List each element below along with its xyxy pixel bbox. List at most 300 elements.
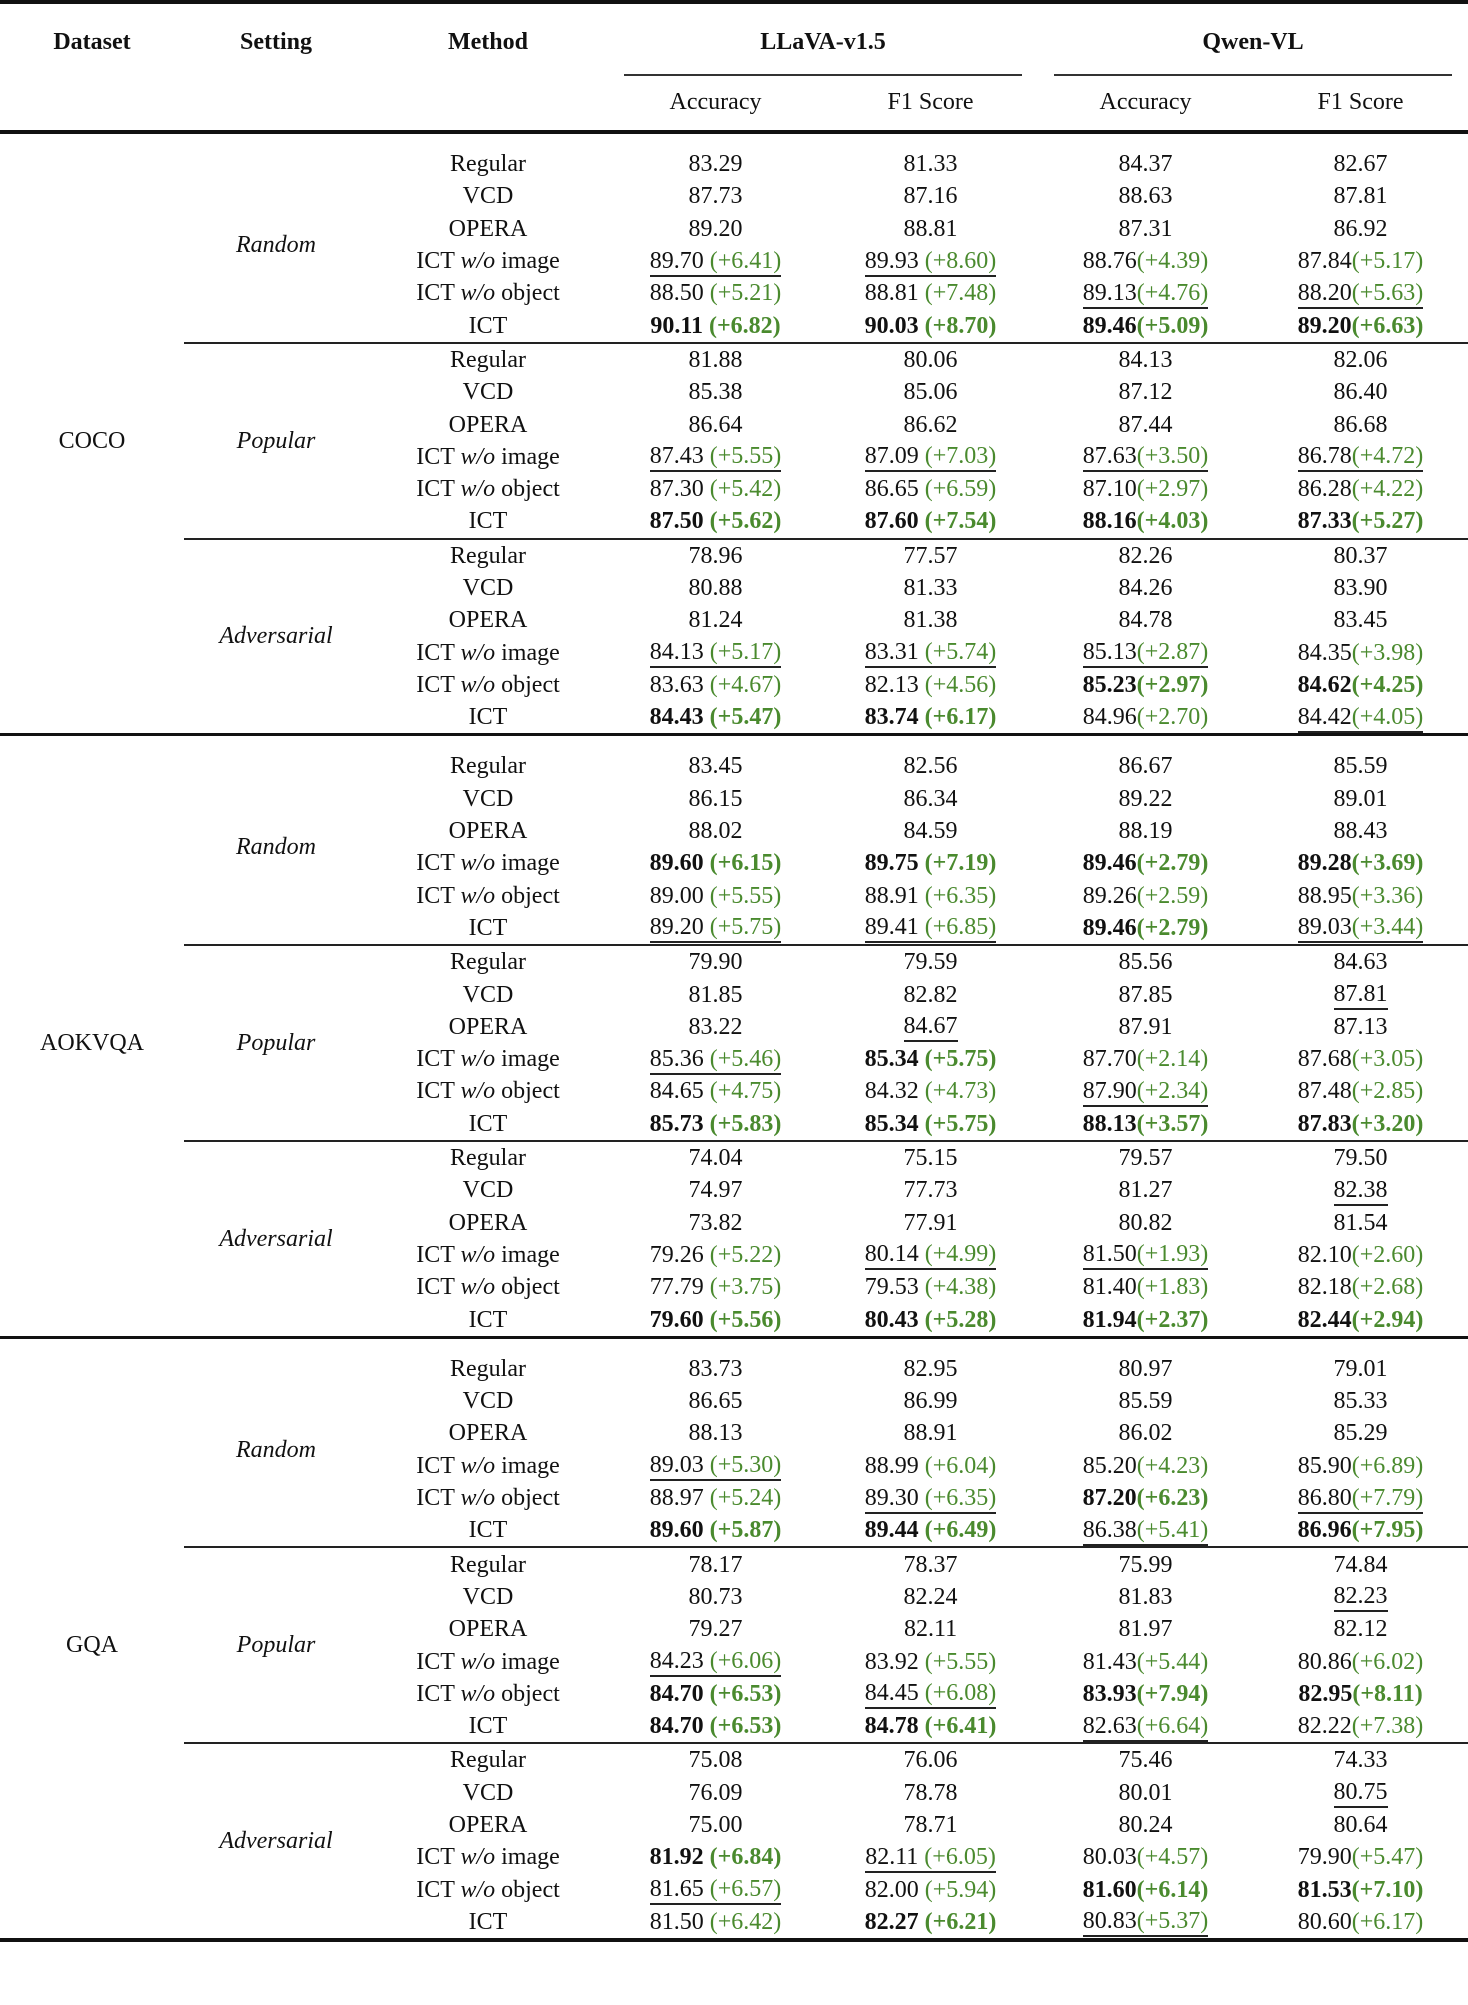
score: 80.43 [864, 1306, 919, 1333]
value-cell [1038, 1841, 1253, 1873]
score: 80.73 [688, 1583, 743, 1610]
value-cell [823, 1303, 1038, 1337]
improvement-delta: (+5.55) [924, 1648, 997, 1675]
score: 82.24 [903, 1583, 958, 1610]
method-modifier: w/o [460, 280, 496, 307]
bold-value [865, 702, 997, 732]
bold-value [865, 1044, 997, 1074]
value [1119, 1175, 1173, 1205]
value-cell [608, 1417, 823, 1449]
dataset-separator [0, 735, 1468, 751]
value-cell [823, 1141, 1038, 1174]
score: 77.57 [903, 542, 958, 569]
score: 81.85 [688, 981, 743, 1008]
score: 84.43 [649, 704, 704, 731]
method-modifier: w/o [460, 1876, 496, 1903]
improvement-delta: (+5.17) [1351, 248, 1424, 275]
method-modifier: w/o [460, 1452, 496, 1479]
value [1083, 1451, 1209, 1481]
method-name: ICT [416, 850, 455, 877]
score: 89.20 [649, 914, 704, 941]
top-gap [0, 132, 1468, 148]
improvement-delta: (+3.69) [1351, 850, 1424, 877]
value-cell [823, 441, 1038, 473]
value-cell [1253, 1207, 1468, 1239]
table-row [0, 343, 1468, 376]
header-method: Method [368, 2, 608, 74]
improvement-delta: (+6.04) [924, 1452, 997, 1479]
value-cell [608, 783, 823, 815]
score: 84.13 [1118, 346, 1173, 373]
bold-value [650, 702, 782, 732]
improvement-delta: (+2.79) [1136, 914, 1209, 941]
value [689, 541, 743, 571]
method-ablation: image [501, 1844, 560, 1871]
method-label: OPERA [448, 1209, 528, 1236]
value [1334, 149, 1388, 179]
value-cell [1038, 572, 1253, 604]
value-cell [823, 277, 1038, 309]
model-name-qwen: Qwen-VL [1202, 28, 1304, 55]
method-label: VCD [462, 1388, 514, 1415]
table-row [0, 148, 1468, 180]
score: 87.30 [649, 476, 704, 503]
score: 87.84 [1297, 248, 1352, 275]
value-cell [608, 636, 823, 668]
method-modifier: w/o [460, 639, 496, 666]
value [1334, 1386, 1388, 1416]
underlined-value [1334, 1582, 1388, 1612]
score: 84.59 [903, 818, 958, 845]
score: 79.50 [1333, 1145, 1388, 1172]
improvement-delta: (+4.23) [1136, 1452, 1209, 1479]
value-cell [823, 148, 1038, 180]
improvement-delta: (+5.09) [1136, 312, 1209, 339]
value-cell [1253, 1645, 1468, 1677]
method-label [368, 1841, 608, 1873]
value-cell [608, 213, 823, 245]
value-cell [608, 1239, 823, 1271]
score: 86.96 [1297, 1517, 1352, 1544]
score: 89.03 [1297, 914, 1352, 941]
value-cell [1038, 815, 1253, 847]
method-label: ICT [468, 704, 508, 731]
value [1119, 214, 1173, 244]
gap-cell [184, 132, 368, 148]
value-cell [608, 1141, 823, 1174]
score: 87.63 [1082, 443, 1137, 470]
value [865, 1647, 997, 1677]
table-row [0, 750, 1468, 782]
score: 81.65 [649, 1876, 704, 1903]
value-cell [1253, 1385, 1468, 1417]
separator-cell [0, 1337, 184, 1353]
method-label: Regular [450, 151, 526, 178]
rule-cell [1038, 1940, 1253, 1946]
value-cell [1253, 1873, 1468, 1905]
value [1334, 1810, 1388, 1840]
score: 80.86 [1297, 1648, 1352, 1675]
value-cell [1038, 376, 1253, 408]
score: 89.46 [1082, 914, 1137, 941]
value-cell [1038, 750, 1253, 782]
value-cell [823, 945, 1038, 978]
method-name: ICT [416, 280, 455, 307]
bold-value [865, 311, 997, 341]
score: 75.08 [688, 1747, 743, 1774]
method-modifier: w/o [460, 1078, 496, 1105]
underlined-value [1083, 1077, 1209, 1107]
rule-cell [0, 1940, 184, 1946]
separator-cell [368, 735, 608, 751]
value-cell [823, 1809, 1038, 1841]
value-cell [1038, 1174, 1253, 1206]
improvement-delta: (+6.06) [709, 1648, 782, 1674]
score: 82.18 [1297, 1274, 1352, 1301]
value-cell [823, 1581, 1038, 1613]
method-label: VCD [462, 1583, 514, 1610]
value-cell [1038, 539, 1253, 572]
value [1298, 1044, 1424, 1074]
value-cell [1038, 1482, 1253, 1514]
improvement-delta: (+6.85) [924, 914, 997, 941]
value [1083, 702, 1209, 732]
improvement-delta: (+3.05) [1351, 1046, 1424, 1073]
score: 87.33 [1297, 508, 1352, 535]
value [1298, 474, 1424, 504]
score: 75.15 [903, 1145, 958, 1172]
setting-label: Adversarial [184, 539, 368, 735]
score: 75.99 [1118, 1551, 1173, 1578]
score: 80.83 [1082, 1908, 1137, 1935]
value [689, 816, 743, 846]
value-cell [823, 1777, 1038, 1809]
value [904, 947, 958, 977]
method-ablation: image [501, 639, 560, 666]
value [689, 784, 743, 814]
value-cell [1038, 1678, 1253, 1710]
value [689, 410, 743, 440]
bold-value [1083, 506, 1209, 536]
value [1334, 1614, 1388, 1644]
value [1119, 345, 1173, 375]
score: 89.03 [649, 1452, 704, 1479]
value [904, 410, 958, 440]
value [689, 1418, 743, 1448]
value-cell [1038, 1011, 1253, 1043]
value [904, 149, 958, 179]
value [1334, 573, 1388, 603]
value-cell [1253, 1613, 1468, 1645]
improvement-delta: (+2.70) [1136, 704, 1209, 731]
value-cell [1038, 309, 1253, 342]
value [689, 1745, 743, 1775]
improvement-delta: (+6.82) [709, 312, 781, 339]
score: 85.59 [1118, 1388, 1173, 1415]
improvement-delta: (+4.75) [709, 1078, 782, 1105]
improvement-delta: (+6.05) [924, 1843, 996, 1870]
value [1119, 816, 1173, 846]
improvement-delta: (+2.37) [1136, 1306, 1209, 1333]
score: 81.97 [1118, 1616, 1173, 1643]
value-cell [1253, 376, 1468, 408]
method-name: ICT [416, 248, 455, 275]
value-cell [608, 1581, 823, 1613]
value-cell [1038, 1271, 1253, 1303]
score: 86.78 [1297, 443, 1352, 470]
score: 89.20 [1297, 312, 1352, 339]
value-cell [823, 1873, 1038, 1905]
method-label [368, 277, 608, 309]
value-cell [608, 408, 823, 440]
value-cell [823, 376, 1038, 408]
value-cell [823, 978, 1038, 1010]
value-cell [823, 1547, 1038, 1580]
score: 89.41 [864, 914, 919, 941]
value [1119, 1550, 1173, 1580]
value-cell [823, 473, 1038, 505]
improvement-delta: (+6.21) [924, 1908, 997, 1935]
method-label [368, 441, 608, 473]
bold-value [650, 848, 782, 878]
score: 89.00 [649, 882, 704, 909]
score: 89.60 [649, 850, 704, 877]
bold-value [865, 1711, 997, 1741]
value-cell [1253, 945, 1468, 978]
value-cell [1253, 148, 1468, 180]
value-cell [1253, 978, 1468, 1010]
value [865, 1451, 997, 1481]
score: 87.44 [1118, 411, 1173, 438]
improvement-delta: (+5.37) [1136, 1908, 1209, 1935]
value-cell [823, 1450, 1038, 1482]
underlined-value [1298, 703, 1424, 733]
method-label [368, 847, 608, 879]
bold-value [650, 506, 782, 536]
score: 85.34 [864, 1046, 919, 1073]
improvement-delta: (+7.10) [1351, 1876, 1424, 1903]
value [1334, 214, 1388, 244]
improvement-delta: (+2.97) [1136, 476, 1209, 503]
score: 89.46 [1082, 850, 1137, 877]
method-label [368, 245, 608, 277]
method-name: ICT [416, 1046, 455, 1073]
dataset-label: COCO [58, 427, 126, 454]
value-cell [823, 1174, 1038, 1206]
value-cell [1253, 408, 1468, 440]
bold-value [865, 1109, 997, 1139]
score: 86.40 [1333, 379, 1388, 406]
value-cell [823, 1075, 1038, 1107]
bold-value [865, 1515, 997, 1545]
value-cell [1253, 1239, 1468, 1271]
score: 82.23 [1333, 1583, 1388, 1610]
value-cell [1038, 1547, 1253, 1580]
method-label: Regular [368, 1547, 608, 1580]
value [689, 1386, 743, 1416]
method-ablation: object [501, 1680, 560, 1707]
header-blank [184, 74, 368, 132]
score: 87.12 [1118, 379, 1173, 406]
table-row [0, 1547, 1468, 1580]
improvement-delta: (+4.05) [1351, 703, 1424, 730]
score: 80.03 [1082, 1844, 1137, 1871]
improvement-delta: (+5.55) [709, 882, 782, 909]
header-dataset: Dataset [0, 2, 184, 74]
score: 73.82 [688, 1209, 743, 1236]
bold-value [1083, 1875, 1209, 1905]
value-cell [608, 945, 823, 978]
method-ablation: object [501, 671, 560, 698]
score: 84.65 [649, 1078, 704, 1105]
score: 89.26 [1082, 882, 1137, 909]
value-cell [1038, 180, 1253, 212]
value [689, 980, 743, 1010]
score: 80.01 [1118, 1779, 1173, 1806]
score: 80.82 [1118, 1209, 1173, 1236]
value [689, 377, 743, 407]
value-cell [1253, 701, 1468, 735]
value [1334, 605, 1388, 635]
improvement-delta: (+4.76) [1136, 279, 1209, 306]
gap-cell [823, 132, 1038, 148]
value [1083, 474, 1209, 504]
bold-value [650, 1711, 782, 1741]
method-ablation: image [501, 850, 560, 877]
setting-label: Adversarial [184, 1141, 368, 1337]
value-cell [1038, 945, 1253, 978]
value [650, 1240, 782, 1270]
score: 82.82 [903, 981, 958, 1008]
value-cell [1253, 1141, 1468, 1174]
value-cell [608, 505, 823, 538]
bold-value [1083, 913, 1209, 943]
method-modifier: w/o [460, 882, 496, 909]
score: 81.60 [1082, 1876, 1137, 1903]
value [1334, 1143, 1388, 1173]
score: 81.88 [688, 346, 743, 373]
value [904, 1810, 958, 1840]
score: 84.70 [649, 1713, 704, 1740]
value-cell [1253, 669, 1468, 701]
score: 84.78 [1118, 607, 1173, 634]
value-cell [1038, 1043, 1253, 1075]
value-cell [823, 1385, 1038, 1417]
value-cell [608, 277, 823, 309]
method-name: ICT [416, 1648, 455, 1675]
value-cell [823, 1841, 1038, 1873]
value [904, 1745, 958, 1775]
improvement-delta: (+5.44) [1136, 1648, 1209, 1675]
value-cell [1253, 1417, 1468, 1449]
score: 88.91 [903, 1420, 958, 1447]
method-label: VCD [462, 981, 514, 1008]
value-cell [1253, 1547, 1468, 1580]
method-label: ICT [468, 312, 508, 339]
value-cell [608, 1809, 823, 1841]
value [1298, 1451, 1424, 1481]
value-cell [823, 750, 1038, 782]
score: 85.06 [903, 379, 958, 406]
value [865, 1076, 997, 1106]
score: 85.73 [649, 1110, 704, 1137]
value-cell [608, 604, 823, 636]
improvement-delta: (+5.17) [709, 639, 782, 666]
score: 85.36 [649, 1045, 704, 1072]
score: 87.20 [1082, 1485, 1137, 1512]
improvement-delta: (+7.54) [924, 508, 997, 535]
score: 83.90 [1333, 575, 1388, 601]
value [904, 181, 958, 211]
score: 87.09 [864, 443, 919, 470]
improvement-delta: (+4.72) [1351, 443, 1424, 470]
value-cell [608, 880, 823, 912]
value [1119, 947, 1173, 977]
method-name: ICT [416, 639, 455, 666]
value-cell [1253, 213, 1468, 245]
score: 79.90 [1297, 1844, 1352, 1871]
method-label [368, 669, 608, 701]
value-cell [1253, 1108, 1468, 1141]
method-label: ICT [468, 1517, 508, 1544]
value [904, 1354, 958, 1384]
value-cell [1253, 847, 1468, 879]
score: 85.90 [1297, 1452, 1352, 1479]
improvement-delta: (+4.67) [709, 671, 782, 698]
improvement-delta: (+6.59) [924, 476, 997, 503]
score: 81.27 [1118, 1177, 1173, 1204]
bold-value [1298, 1109, 1424, 1139]
improvement-delta: (+7.19) [924, 850, 997, 877]
score: 82.95 [1298, 1680, 1353, 1707]
score: 81.24 [688, 607, 743, 634]
score: 83.45 [688, 753, 743, 780]
improvement-delta: (+4.99) [924, 1241, 997, 1268]
value-cell [608, 912, 823, 945]
score: 75.46 [1118, 1747, 1173, 1774]
method-label: Regular [368, 539, 608, 572]
value [1298, 1272, 1424, 1302]
value-cell [1253, 1581, 1468, 1613]
value [1083, 1272, 1209, 1302]
improvement-delta: (+2.68) [1351, 1274, 1424, 1301]
improvement-delta: (+5.75) [924, 1046, 997, 1073]
improvement-delta: (+5.47) [709, 704, 782, 731]
value-cell [1253, 912, 1468, 945]
bold-value [1298, 311, 1424, 341]
underlined-value [1298, 1484, 1424, 1514]
improvement-delta: (+3.50) [1136, 443, 1209, 470]
value [689, 573, 743, 603]
bold-value [1083, 848, 1209, 878]
value [1298, 1240, 1424, 1270]
score: 77.91 [903, 1209, 958, 1236]
value [1119, 149, 1173, 179]
value-cell [1038, 1906, 1253, 1940]
method-modifier: w/o [460, 1844, 496, 1871]
score: 85.20 [1082, 1452, 1137, 1479]
value-cell [1038, 473, 1253, 505]
setting-label: Random [236, 1436, 316, 1463]
value [1083, 1647, 1209, 1677]
score: 86.15 [688, 785, 743, 812]
method-label: OPERA [448, 818, 528, 845]
method-modifier: w/o [460, 1485, 496, 1512]
score: 78.71 [903, 1811, 958, 1838]
value-cell [823, 847, 1038, 879]
score: 88.20 [1297, 279, 1352, 306]
value [1334, 345, 1388, 375]
